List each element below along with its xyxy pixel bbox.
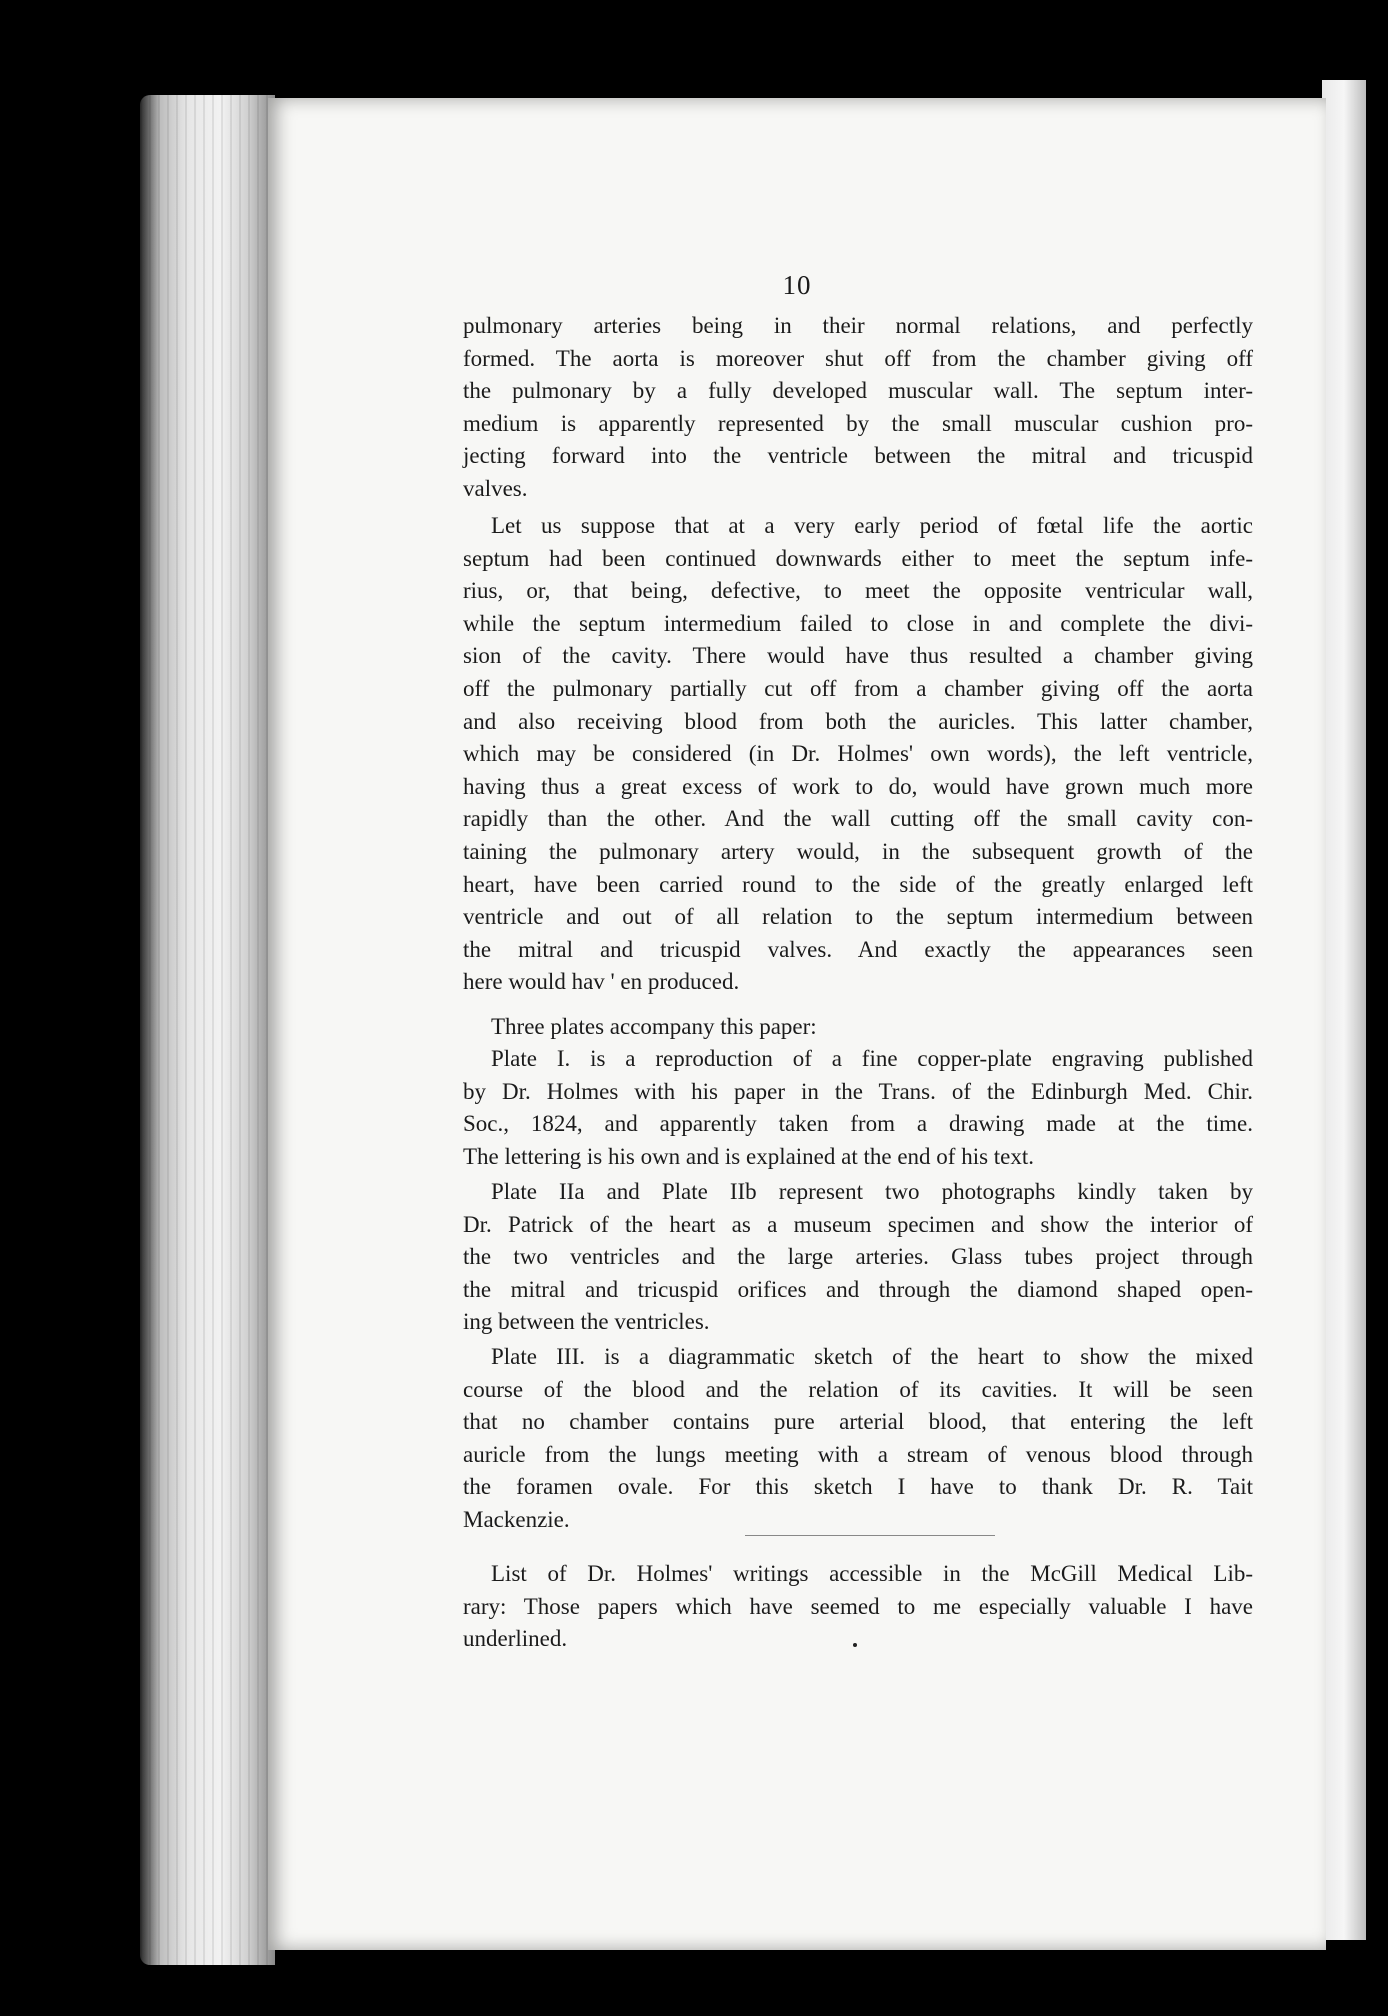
text-line: taining the pulmonary artery would, in the subsequent growth of the	[463, 838, 1253, 864]
section-divider	[745, 1535, 995, 1536]
text-line: Mackenzie.	[463, 1506, 570, 1532]
text-line: course of the blood and the relation of its cavities. It will be seen	[463, 1376, 1253, 1402]
paragraph-continuation	[463, 310, 1253, 506]
text-line: auricle from the lungs meeting with a stream of venous blood through	[463, 1441, 1253, 1467]
text-line: the mitral and tricuspid valves. And exactly the appearances seen	[463, 936, 1253, 962]
text-line: septum had been continued downwards either to meet the septum infe-	[463, 545, 1253, 571]
text-line: the mitral and tricuspid orifices and through the diamond shaped open-	[463, 1276, 1253, 1302]
text-line: ventricle and out of all relation to the septum intermedium between	[463, 904, 1253, 930]
text-line: Three plates accompany this paper:	[491, 1014, 817, 1039]
text-line: having thus a great excess of work to do, would have grown much more	[463, 773, 1253, 799]
book-edge-left	[140, 95, 275, 1965]
text-line: Let us suppose that at a very early period of fœtal life the aortic	[491, 513, 1253, 538]
text-line: jecting forward into the ventricle between the mitral and tricuspid	[463, 443, 1253, 469]
text-line: List of Dr. Holmes' writings accessible in the McGill Medical Lib-	[491, 1561, 1253, 1586]
text-line: valves.	[463, 475, 528, 501]
paragraph-plate-two	[463, 1176, 1253, 1339]
text-line: heart, have been carried round to the side of the greatly enlarged left	[463, 871, 1253, 897]
text-line: Plate I. is a reproduction of a fine copper-plate engraving published	[491, 1046, 1253, 1071]
text-line: rius, or, that being, defective, to meet the opposite ventricular wall,	[463, 578, 1253, 604]
text-line: here would hav ' en produced.	[463, 969, 740, 995]
text-line: underlined.	[463, 1626, 568, 1652]
text-line: sion of the cavity. There would have thus resulted a chamber giving	[463, 643, 1253, 669]
paragraph-plate-three	[463, 1341, 1253, 1537]
text-line: the two ventricles and the large arteries. Glass tubes project through	[463, 1244, 1253, 1270]
text-line: off the pulmonary partially cut off from a chamber giving off the aorta	[463, 675, 1253, 701]
text-line: Soc., 1824, and apparently taken from a drawing made at the time.	[463, 1111, 1253, 1137]
text-line: Plate III. is a diagrammatic sketch of the heart to show the mixed	[491, 1344, 1253, 1369]
ink-dot	[853, 1643, 857, 1647]
text-line: medium is apparently represented by the small muscular cushion pro-	[463, 410, 1253, 436]
paragraph-hypothesis	[463, 510, 1253, 999]
paragraph-plate-one	[463, 1043, 1253, 1173]
text-line: which may be considered (in Dr. Holmes' own words), the left ventricle,	[463, 741, 1253, 767]
text-line: by Dr. Holmes with his paper in the Trans. of the Edinburgh Med. Chir.	[463, 1078, 1253, 1104]
book-edge-right	[1322, 80, 1366, 1940]
text-line: rapidly than the other. And the wall cutting off the small cavity con-	[463, 806, 1253, 832]
text-line: and also receiving blood from both the auricles. This latter chamber,	[463, 708, 1253, 734]
text-line: Plate IIa and Plate IIb represent two photographs kindly taken by	[491, 1179, 1253, 1204]
text-line: the foramen ovale. For this sketch I have to thank Dr. R. Tait	[463, 1474, 1253, 1500]
text-line: that no chamber contains pure arterial blood, that entering the left	[463, 1409, 1253, 1435]
text-line: rary: Those papers which have seemed to me especially valuable I have	[463, 1593, 1253, 1619]
text-line: the pulmonary by a fully developed muscular wall. The septum inter-	[463, 378, 1253, 404]
paragraph-writings-list	[463, 1558, 1253, 1656]
text-line: formed. The aorta is moreover shut off from the chamber giving off	[463, 345, 1253, 371]
paragraph-plates-intro	[463, 1011, 1253, 1044]
page-number: 10	[782, 270, 812, 300]
text-line: ing between the ventricles.	[463, 1309, 710, 1335]
text-line: while the septum intermedium failed to close in and complete the divi-	[463, 610, 1253, 636]
text-line: pulmonary arteries being in their normal relations, and perfectly	[463, 313, 1253, 338]
book-page	[268, 98, 1326, 1950]
text-line: The lettering is his own and is explained at the end of his text.	[463, 1143, 1035, 1169]
text-line: Dr. Patrick of the heart as a museum specimen and show the interior of	[463, 1211, 1253, 1237]
